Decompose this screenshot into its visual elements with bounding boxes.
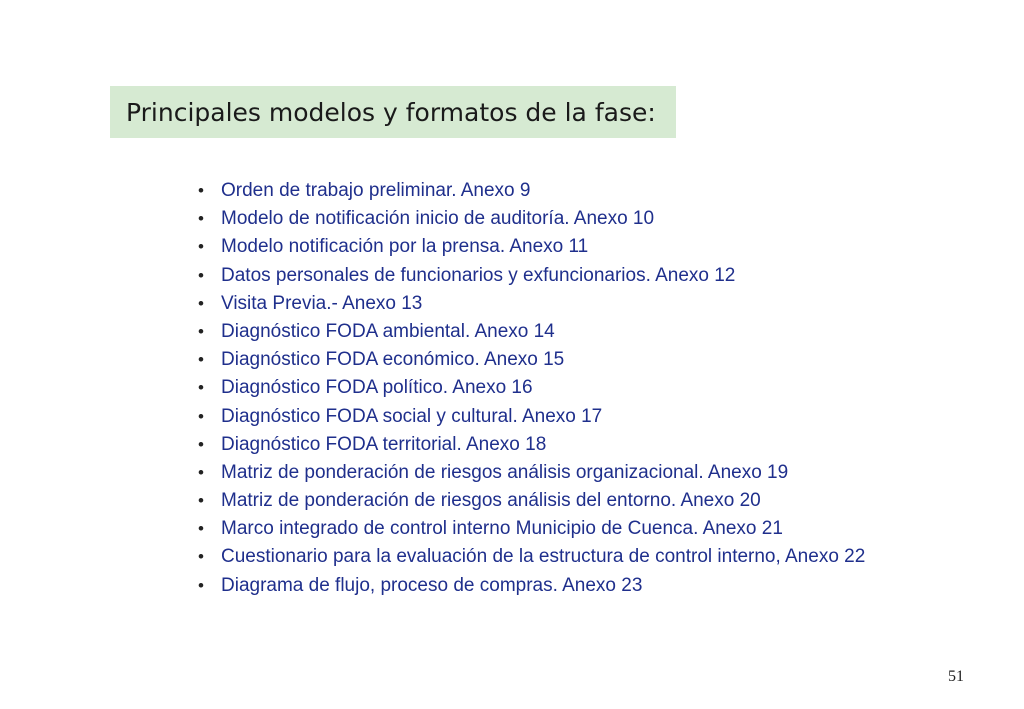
bullet-icon: • (198, 378, 204, 398)
list-item (198, 290, 865, 318)
bullet-icon: • (198, 491, 204, 511)
page-number: 51 (948, 668, 964, 685)
list-item-text: Diagrama de flujo, proceso de compras. Anexo 23 (221, 574, 643, 596)
list-item-text: Datos personales de funcionarios y exfuncionarios. Anexo 12 (221, 264, 736, 286)
list-item (198, 572, 865, 600)
slide-title: Principales modelos y formatos de la fase: (126, 97, 656, 127)
list-item-text: Visita Previa.- Anexo 13 (221, 292, 423, 314)
list-item-text: Diagnóstico FODA territorial. Anexo 18 (221, 433, 547, 455)
list-item (198, 487, 865, 515)
list-item (198, 543, 865, 571)
list-item (198, 459, 865, 487)
bullet-icon: • (198, 265, 204, 285)
bullet-icon: • (198, 321, 204, 341)
bullet-icon: • (198, 462, 204, 482)
bullet-icon: • (198, 181, 204, 200)
list-item-text: Diagnóstico FODA económico. Anexo 15 (221, 349, 565, 371)
list-item (198, 431, 865, 459)
list-item-text: Cuestionario para la evaluación de la estructura de control interno, Anexo 22 (221, 546, 866, 568)
bullet-icon: • (198, 434, 204, 454)
bullet-icon: • (198, 575, 204, 595)
list-item-text: Modelo de notificación inicio de auditoría. Anexo 10 (221, 208, 655, 230)
list-item-text: Matriz de ponderación de riesgos análisis del entorno. Anexo 20 (221, 490, 761, 512)
bullet-icon: • (198, 547, 204, 567)
list-item (198, 205, 865, 233)
list-item-text: Diagnóstico FODA político. Anexo 16 (221, 377, 533, 399)
list-item-text: Orden de trabajo preliminar. Anexo 9 (221, 180, 531, 201)
annex-list (198, 177, 865, 600)
bullet-icon: • (198, 406, 204, 426)
list-item-text: Marco integrado de control interno Municipio de Cuenca. Anexo 21 (221, 518, 783, 540)
list-item (198, 262, 865, 290)
bullet-icon: • (198, 237, 204, 257)
list-item (198, 318, 865, 346)
bullet-icon: • (198, 519, 204, 539)
list-item (198, 346, 865, 374)
list-item (198, 403, 865, 431)
list-item (198, 177, 865, 205)
bullet-icon: • (198, 293, 204, 313)
slide-title-box (110, 86, 676, 138)
list-item (198, 233, 865, 261)
list-item-text: Matriz de ponderación de riesgos análisis organizacional. Anexo 19 (221, 461, 789, 483)
list-item (198, 374, 865, 402)
list-item-text: Modelo notificación por la prensa. Anexo 11 (221, 236, 589, 258)
list-item (198, 515, 865, 543)
bullet-icon: • (198, 350, 204, 370)
list-item-text: Diagnóstico FODA ambiental. Anexo 14 (221, 320, 555, 342)
list-item-text: Diagnóstico FODA social y cultural. Anexo 17 (221, 405, 603, 427)
bullet-icon: • (198, 209, 204, 229)
